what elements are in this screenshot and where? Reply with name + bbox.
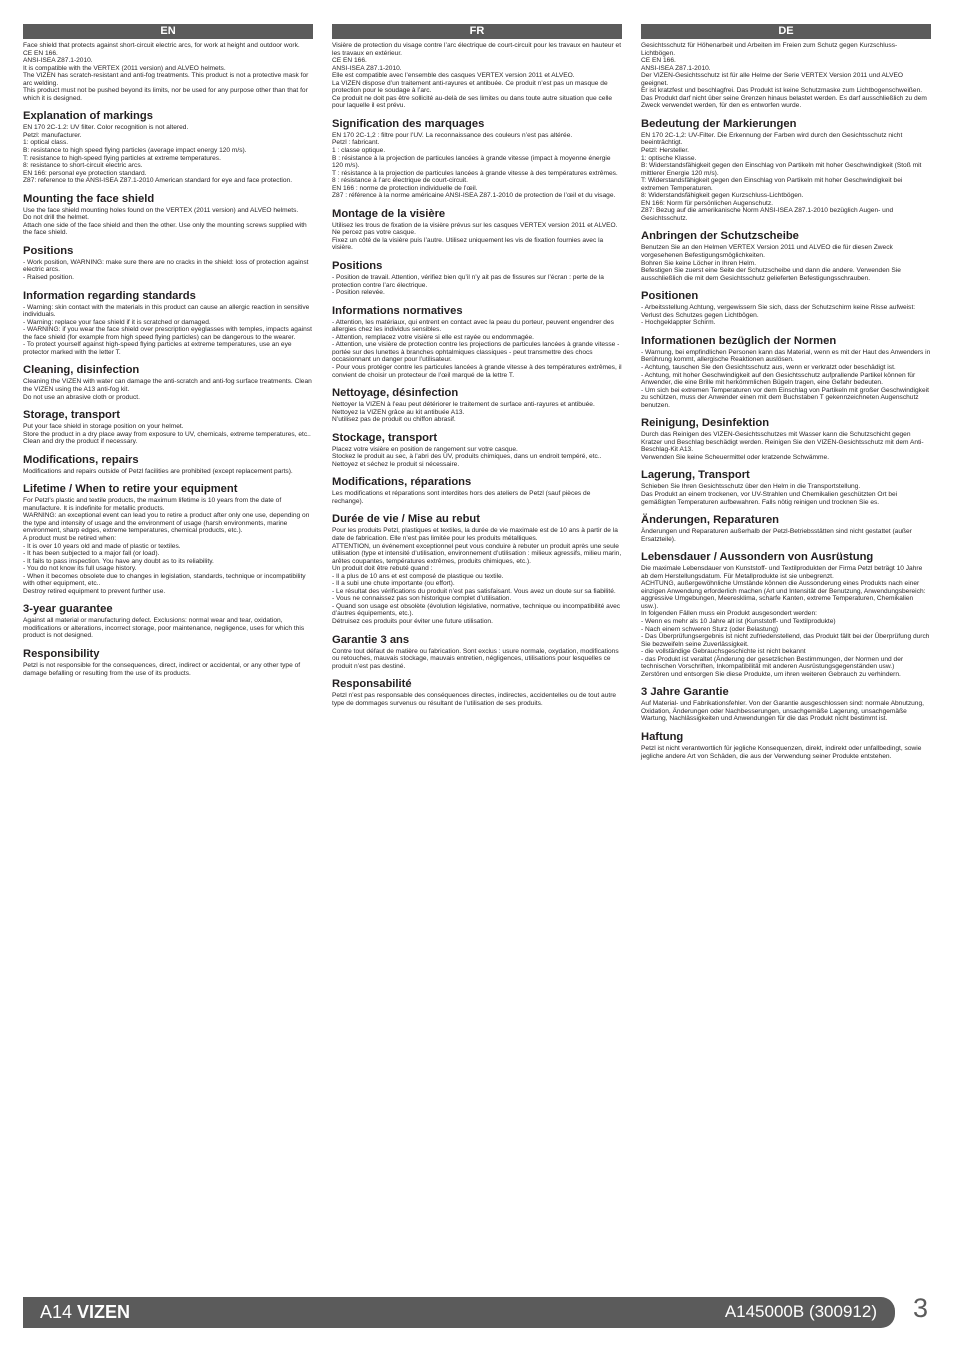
footer-product	[40, 1302, 130, 1323]
section-title: Garantie 3 ans	[332, 633, 410, 646]
column-fr	[332, 24, 622, 707]
section-title: Positions	[332, 260, 383, 273]
section-body: Petzl n’est pas responsable des conséquences directes, indirectes, accidentelles ou de tout autre type de dommages survenus ou résultant de l’utilisation de ses produits.	[332, 692, 617, 707]
section-title: Responsabilité	[332, 678, 412, 691]
section-title: Nettoyage, désinfection	[332, 387, 459, 400]
section-body: Durch das Reinigen des VIZEN-Gesichtsschutzes mit Wasser kann die Schutzschicht gegen Kratzer und Beschlag beschädigt werden. Reinigen Sie den VIZEN-Gesichtsschutz mit dem Anti-Beschlag-Kit A13. Verwenden Sie keine Scheuermittel oder kratzende Schwämme.	[641, 431, 924, 461]
language-header-de: DE	[641, 24, 931, 39]
section-title: 3-year guarantee	[23, 603, 113, 616]
section-title: Signification des marquages	[332, 117, 485, 130]
section-title: Bedeutung der Markierungen	[641, 117, 797, 130]
section-body: - Arbeitsstellung Achtung, vergewissern Sie sich, dass der Schutzschirm keine Risse aufweist: Verlust des Schutzes gegen Lichtbögen. - Hochgeklappter Schirm.	[641, 304, 916, 327]
section-title: Reinigung, Desinfektion	[641, 417, 770, 430]
intro-fr: Visière de protection du visage contre l’arc électrique de court-circuit pour les travaux en hauteur et les travaux en extérieur. CE EN 166. ANSI-ISEA Z87.1-2010. Elle est compatible avec l’ensemble des casques VERTEX version 2011 et ALVEO. La VIZEN dispose d’un traitement anti-rayures et antibuée. Ce produit n’est pas un masque de protection pour le soudage à l’arc. Ce produit ne doit pas être sollicité au-delà de ses limites ou dans toute autre situation que celle pour laquelle il est prévu.	[332, 42, 622, 110]
section-body: EN 170 2C-1,2 : filtre pour l’UV. La reconnaissance des couleurs n’est pas altérée. Petzl : fabricant. 1 : classe optique. B : résistance à la projection de particules lancées à grande vitesse (impact à moyenne énergie 120 m/s). T : résistance à la projection de particules lancées à grande vitesse à des températures extrêmes. 8 : résistance à l’arc électrique de court-circuit. EN 166 : norme de protection individuelle de l’œil. Z87 : référence à la norme américaine ANSI-ISEA Z87.1-2010 de protection de l’œil et du visage.	[332, 131, 618, 200]
sections-de	[641, 118, 931, 760]
section-title: Mounting the face shield	[23, 192, 155, 205]
section-title: Lifetime / When to retire your equipment	[23, 483, 238, 496]
section-body: Against all material or manufacturing defect. Exclusions: normal wear and tear, oxidation, modifications or alterations, incorrect storage, poor maintenance, negligence, uses for which this product is not designed.	[23, 617, 305, 640]
section-title: Informationen bezüglich der Normen	[641, 334, 837, 347]
language-header-fr: FR	[332, 24, 622, 39]
footer-doc-reference: A145000B (300912)	[724, 1302, 877, 1321]
section-title: Montage de la visière	[332, 207, 446, 220]
section-title: 3 Jahre Garantie	[641, 686, 729, 699]
section-title: Änderungen, Reparaturen	[641, 514, 779, 527]
section-body: EN 170 2C-1,2: UV-Filter. Die Erkennung der Farben wird durch den Gesichtsschutz nicht beeinträchtigt. Petzl: Hersteller. 1: optische Klasse. B: Widerstandsfähigkeit gegen den Einschlag von Partikeln mit hoher Geschwindigkeit (Stoß mit mittlerer Energie 120 m/s). T: Widerstandsfähigkeit gegen den Einschlag von Partikeln mit hoher Geschwindigkeit bei extremen Temperaturen. 8: Widerstandsfähigkeit gegen Kurzschluss-Lichtbögen. EN 166: Norm für persönlichen Augenschutz. Z87: Bezug auf die amerikanische Norm ANSI-ISEA Z87.1-2010 bezüglich Augen- und Gesichtsschutz.	[641, 131, 922, 222]
column-de	[641, 24, 931, 760]
section-body: Les modifications et réparations sont interdites hors des ateliers de Petzl (sauf pièces de rechange).	[332, 490, 591, 505]
section-title: Stockage, transport	[332, 431, 438, 444]
section-body: - Work position, WARNING: make sure there are no cracks in the shield: loss of protection against electric arcs. - Raised position.	[23, 258, 309, 282]
section-body: - Warning: skin contact with the materials in this product can cause an allergic reaction in sensitive individuals. - Warning: replace your face shield if it is scratched or damaged. - WARNING: if you wear the face shield over prescription eyeglasses with temples, impacts against the face shield (for example from high speed flying particles) can be dangerous to the wearer. - To protect yourself against high-speed flying particles at extreme temperatures, use an eye protector marked with the letter T.	[23, 303, 312, 356]
section-title: Modifications, réparations	[332, 476, 472, 489]
section-title: Lebensdauer / Aussondern von Ausrüstung	[641, 551, 874, 564]
section-title: Lagerung, Transport	[641, 469, 750, 482]
footer-model-code: A14	[40, 1302, 73, 1322]
section-title: Informations normatives	[332, 304, 463, 317]
section-title: Anbringen der Schutzscheibe	[641, 230, 799, 243]
section-body: Benutzen Sie an den Helmen VERTEX Version 2011 und ALVEO die für diesen Zweck vorgesehenen Befestigungsmöglichkeiten. Bohren Sie keine Löcher in Ihren Helm. Befestigen Sie zuerst eine Seite der Schutzscheibe und dann die andere. Verwenden Sie ausschließlich die mit dem Gesichtsschutz gelieferten Befestigungsschrauben.	[641, 244, 901, 282]
section-title: Durée de vie / Mise au rebut	[332, 513, 480, 526]
section-body: Modifications and repairs outside of Petzl facilities are prohibited (except replacement parts).	[23, 467, 293, 475]
section-title: Explanation of markings	[23, 110, 153, 123]
section-title: Positionen	[641, 290, 699, 303]
section-body: Contre tout défaut de matière ou fabrication. Sont exclus : usure normale, oxydation, modifications ou retouches, mauvais stockage, mauvais entretien, négligences, utilisations pour lesquelles ce produit n’est pas destiné.	[332, 647, 619, 670]
section-title: Responsibility	[23, 647, 100, 660]
section-body: For Petzl's plastic and textile products, the maximum lifetime is 10 years from the date of manufacture. It is indefinite for metallic products. WARNING: an exceptional event can lead you to retire a product after only one use, depending on the type and intensity of usage and the environment of usage (harsh environments, marine environment, sharp edges, extreme temperatures, chemical products, etc.). A product must be retired when: - It is over 10 years old and made of plastic or textiles. - It has been subjected to a major fall (or load). - It fails to pass inspection. You have any doubt as to its reliability. - You do not know its full usage history. - When it becomes obsolete due to changes in legislation, standards, technique or incompatibility with other equipment, etc.. Destroy retired equipment to prevent further use.	[23, 497, 310, 595]
sections-fr	[332, 118, 622, 707]
column-en	[23, 24, 313, 677]
footer-bar	[23, 1297, 895, 1328]
section-body: Nettoyer la VIZEN à l’eau peut détériorer le traitement de surface anti-rayures et antibuée. Nettoyez la VIZEN grâce au kit antibuée A13. N’utilisez pas de produit ou chiffon abrasif.	[332, 401, 595, 424]
section-body: Placez votre visière en position de rangement sur votre casque. Stockez le produit au sec, à l’abri des UV, produits chimiques, dans un endroit tempéré, etc.. Nettoyez et séchez le produit si nécessaire.	[332, 445, 602, 468]
section-body: - Attention, les matériaux, qui entrent en contact avec la peau du porteur, peuvent engendrer des allergies chez les individus sensibles. - Attention, remplacez votre visière si elle est rayée ou endommagée. - Attention, une visière de protection contre les projections de particules lancées à grande vitesse - portée sur des lunettes à branches ophtalmiques classiques - peut transmettre des chocs occasionnant un danger pour l’utilisateur. - Pour vous protéger contre les particules lancées à grande vitesse à des températures extrêmes, il convient de choisir un protecteur de l’œil marqué de la lettre T.	[332, 318, 622, 379]
section-body: Petzl ist nicht verantwortlich für jegliche Konsequenzen, direkt, indirekt oder unfallbedingt, sowie jegliche andere Art von Schäden, die aus der Verwendung seiner Produkte entstehen.	[641, 745, 922, 760]
section-body: EN 170 2C-1.2: UV filter. Color recognition is not altered. Petzl: manufacturer. 1: optical class. B: resistance to high speed flying particles (average impact energy 120 m/s). T: resistance to high-speed flying particles at extreme temperatures. 8: resistance to short-circuit electric arcs. EN 166: personal eye protection standard. Z87: reference to the ANSI-ISEA Z87.1-2010 American standard for eye and face protection.	[23, 124, 293, 185]
section-body: Cleaning the VIZEN with water can damage the anti-scratch and anti-fog surface treatments. Clean the VIZEN using the A13 anti-fog kit. Do not use an abrasive cloth or product.	[23, 378, 312, 401]
section-title: Storage, transport	[23, 409, 120, 422]
intro-en: Face shield that protects against short-circuit electric arcs, for work at height and outdoor work. CE EN 166. ANSI-ISEA Z87.1-2010. It is compatible with the VERTEX (2011 version) and ALVEO helmets. The VIZEN has scratch-resistant and anti-fog treatments. This product is not a protective mask for arc welding. This product must not be pushed beyond its limits, nor be used for any purpose other than that for which it is designed.	[23, 42, 309, 102]
section-title: Cleaning, disinfection	[23, 364, 140, 377]
section-body: - Warnung, bei empfindlichen Personen kann das Material, wenn es mit der Haut des Anwenders in Berührung kommt, allergische Reaktionen auslösen. - Achtung, tauschen Sie den Gesichtsschutz aus, wenn er verkratzt oder beschädigt ist. - Achtung, mit hoher Geschwindigkeit auf den Gesichtsschutz aufprallende Partikel können für Anwender, die eine Brille mit herkömmlichen Bügeln tragen, eine Gefahr bedeuten. - Um sich bei extremen Temperaturen vor dem Einschlag von Partikeln mit großer Geschwindigkeit zu schützen, muss der Anwender einen mit dem Buchstaben T gekennzeichneten Augenschutz benutzen.	[641, 348, 931, 409]
sections-en	[23, 110, 313, 677]
section-body: - Position de travail. Attention, vérifiez bien qu’il n’y ait pas de fissures sur l’écran : perte de la protection contre l’arc électrique. - Position relevée.	[332, 274, 604, 297]
section-body: Auf Material- und Fabrikationsfehler. Von der Garantie ausgeschlossen sind: normale Abnutzung, Oxidation, Änderungen oder Nachbesserungen, unsachgemäße Lagerung, unsachgemäße Wartung, Nachlässigkeiten und Anwendungen für die das Produkt nicht bestimmt ist.	[641, 700, 924, 723]
section-body: Änderungen und Reparaturen außerhalb der Petzl-Betriebsstätten sind nicht gestattet (außer Ersatzteile).	[641, 528, 912, 543]
section-title: Information regarding standards	[23, 289, 196, 302]
section-body: Utilisez les trous de fixation de la visière prévus sur les casques VERTEX version 2011 et ALVEO. Ne percez pas votre casque. Fixez un côté de la visière puis l’autre. Utilisez uniquement les vis de fixation fournies avec la visière.	[332, 221, 618, 252]
section-body: Schieben Sie Ihren Gesichtsschutz über den Helm in die Transportstellung. Das Produkt an einem trockenen, vor UV-Strahlen und Chemikalien geschützten Ort bei gemäßigten Temperaturen aufbewahren. Falls nötig reinigen und trocknen Sie es.	[641, 483, 898, 506]
section-title: Modifications, repairs	[23, 453, 139, 466]
section-body: Put your face shield in storage position on your helmet. Store the product in a dry place away from exposure to UV, chemicals, extreme temperatures, etc.. Clean and dry the product if necessary.	[23, 423, 311, 446]
section-body: Petzl is not responsible for the consequences, direct, indirect or accidental, or any other type of damage befalling or resulting from the use of its products.	[23, 661, 301, 677]
language-header-en: EN	[23, 24, 313, 39]
page-number: 3	[913, 1293, 929, 1323]
section-body: Use the face shield mounting holes found on the VERTEX (2011 version) and ALVEO helmets. Do not drill the helmet. Attach one side of the face shield and then the other. Use only the mounting screws supplied with the face shield.	[23, 206, 307, 237]
section-body: Die maximale Lebensdauer von Kunststoff- und Textilprodukten der Firma Petzl beträgt 10 Jahre ab dem Herstellungsdatum. Für Metallprodukte ist sie unbegrenzt. ACHTUNG, außergewöhnliche Umstände können die Aussonderung eines Produkts nach einer einzigen Anwendung erforderlich machen (Art und Intensität der Benutzung, Anwendungsbereich: aggressive Umgebungen, Meeresklima, scharfe Kanten, extreme Temperaturen, Chemikalien usw.). In folgenden Fällen muss ein Produkt ausgesondert werden: - Wenn es mehr als 10 Jahre alt ist (Kunststoff- und Textilprodukte) - Nach einem schweren Sturz (oder Belastung) - Das Überprüfungsergebnis ist nicht zufriedenstellend, das Produkt fällt bei der Überprüfung durch Sie bezweifeln seine Zuverlässigkeit. - die vollständige Gebrauchsgeschichte ist nicht bekannt - das Produkt ist veraltet (Änderung der gesetzlichen Bestimmungen, der Normen und der technischen Vorschriften, Inkompatibilität mit anderen Ausrüstungsgegenständen usw.) Zerstören und entsorgen Sie diese Produkte, um ihren weiteren Gebrauch zu verhindern.	[641, 565, 930, 678]
footer-product-name: VIZEN	[77, 1302, 131, 1322]
section-body: Pour les produits Petzl, plastiques et textiles, la durée de vie maximale est de 10 ans à partir de la date de fabrication. Elle n’est pas limitée pour les produits métalliques. ATTENTION, un événement exceptionnel peut vous conduire à rebuter un produit après une seule utilisation (type et intensité d’utilisation, environnement d’utilisation : milieux agressifs, milieu marin, arêtes coupantes, températures extrêmes, produits chimiques, etc.). Un produit doit être rebuté quand : - Il a plus de 10 ans et est composé de plastique ou textile. - Il a subi une chute importante (ou effort). - Le résultat des vérifications du produit n’est pas satisfaisant. Vous avez un doute sur sa fiabilité. - Vous ne connaissez pas son historique complet d’utilisation. - Quand son usage est obsolète (évolution législative, normative, technique ou incompatibilité avec d’autres équipements, etc.). Détruisez ces produits pour éviter une future utilisation.	[332, 527, 622, 625]
section-title: Positions	[23, 244, 74, 257]
section-title: Haftung	[641, 731, 684, 743]
intro-de: Gesichtsschutz für Höhenarbeit und Arbeiten im Freien zum Schutz gegen Kurzschluss-Lichtbögen. CE EN 166. ANSI-ISEA Z87.1-2010. Der VIZEN-Gesichtsschutz ist für alle Helme der Serie VERTEX Version 2011 und ALVEO geeignet. Er ist kratzfest und beschlagfrei. Das Produkt ist keine Schutzmaske zum Lichtbogenschweißen. Das Produkt darf nicht über seine Grenzen hinaus belastet werden. Es darf ausschließlich zu dem Zweck verwendet werden, für den es entworfen wurde.	[641, 42, 927, 110]
